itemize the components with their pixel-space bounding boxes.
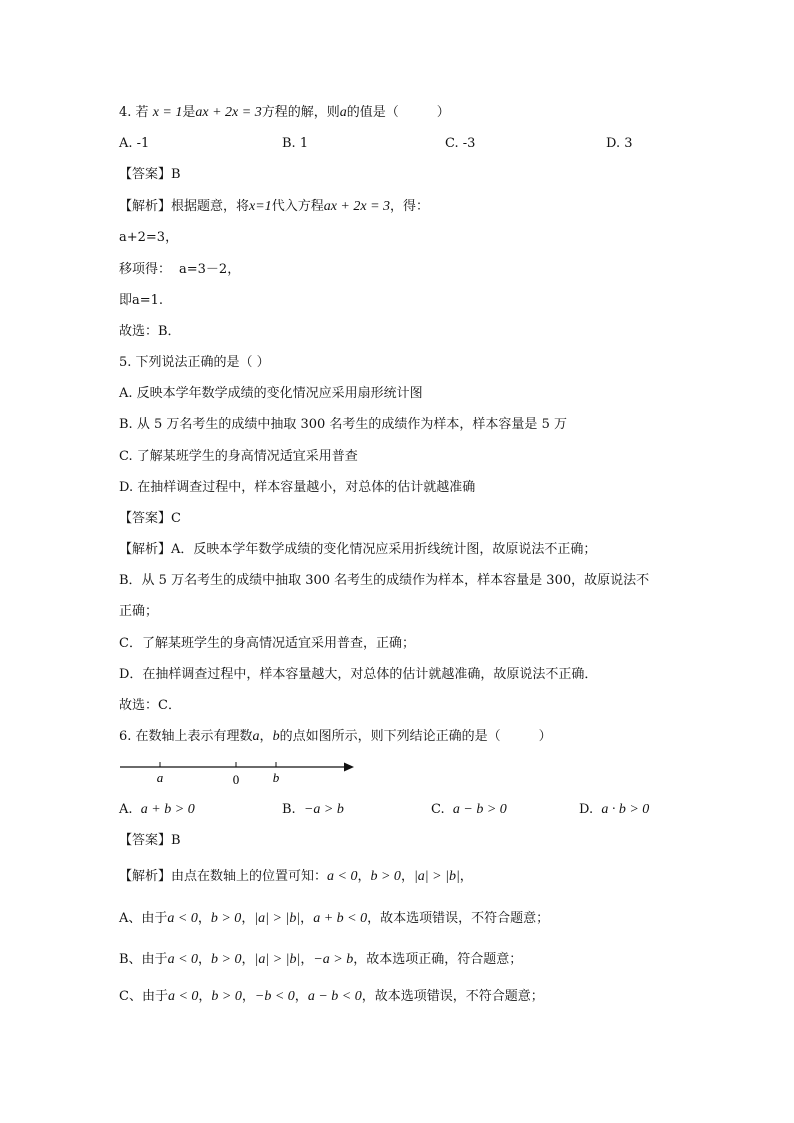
q5-option-b: B. 从 5 万名考生的成绩中抽取 300 名考生的成绩作为样本，样本容量是 5 万	[119, 417, 567, 432]
q5-option-d: D. 在抽样调查过程中，样本容量越小，对总体的估计就越准确	[119, 480, 476, 495]
q5-option-c: C. 了解某班学生的身高情况适宜采用普查	[119, 449, 358, 464]
q5-analysis-5: D．在抽样调查过程中，样本容量越大，对总体的估计就越准确，故原说法不正确．	[119, 667, 598, 682]
q6-stem: 6. 在数轴上表示有理数a，b的点如图所示，则下列结论正确的是（ ）	[119, 729, 552, 744]
q4-step-3: 即a=1.	[119, 293, 164, 308]
q4-option-c: C. -3	[445, 136, 476, 151]
number-line-figure	[118, 758, 358, 788]
q6-analysis-a: A、由于a < 0，b > 0，|a| > |b|，a + b < 0，故本选项错误，不符合题意；	[119, 911, 550, 926]
q4-eq-main: ax + 2x = 3	[195, 105, 262, 120]
q5-analysis-1: 【解析】A．反映本学年数学成绩的变化情况应采用折线统计图，故原说法不正确；	[119, 542, 597, 557]
q5-choose: 故选：C．	[119, 698, 181, 713]
q5-option-a: A. 反映本学年数学成绩的变化情况应采用扇形统计图	[119, 386, 423, 401]
q6-answer: 【答案】B	[119, 833, 181, 848]
q4-stem: 4. 若 x = 1是ax + 2x = 3方程的解，则a的值是（ ）	[119, 105, 450, 120]
q4-option-b: B. 1	[282, 136, 309, 151]
q5-stem: 5. 下列说法正确的是（ ）	[119, 355, 270, 370]
q6-option-b: B. −a > b	[282, 802, 344, 817]
q4-answer: 【答案】B	[119, 167, 181, 182]
q4-step-1: a+2=3，	[119, 230, 179, 245]
label-b: b	[272, 770, 280, 785]
q6-option-c: C. a − b > 0	[431, 802, 507, 817]
q4-option-d: D. 3	[606, 136, 633, 151]
q4-eq-x: x = 1	[152, 105, 183, 120]
q6-option-d: D. a · b > 0	[579, 802, 650, 817]
q6-analysis-c: C、由于a < 0，b > 0，−b < 0，a − b < 0，故本选项错误，不符合题意；	[119, 989, 544, 1004]
q5-analysis-4: C．了解某班学生的身高情况适宜采用普查，正确；	[119, 636, 415, 651]
q5-analysis-2: B．从 5 万名考生的成绩中抽取 300 名考生的成绩作为样本，样本容量是 300，故原说法不	[119, 573, 650, 588]
q6-analysis-b: B、由于a < 0，b > 0，|a| > |b|，−a > b，故本选项正确，符合题意；	[119, 952, 523, 967]
label-zero: 0	[232, 772, 240, 787]
q5-analysis-3: 正确；	[119, 604, 159, 619]
q4-analysis: 【解析】根据题意，将x=1代入方程ax + 2x = 3，得：	[119, 199, 430, 214]
q6-analysis-intro: 【解析】由点在数轴上的位置可知：a < 0，b > 0，|a| > |b|，	[119, 869, 473, 884]
q5-answer: 【答案】C	[119, 511, 181, 526]
q4-option-a: A. -1	[119, 136, 150, 151]
q4-choose: 故选：B．	[119, 324, 181, 339]
arrow-right-icon	[344, 763, 354, 772]
label-a: a	[156, 770, 164, 785]
q4-step-2: 移项得： a=3－2，	[119, 262, 241, 277]
q6-option-a: A. a + b > 0	[119, 802, 195, 817]
